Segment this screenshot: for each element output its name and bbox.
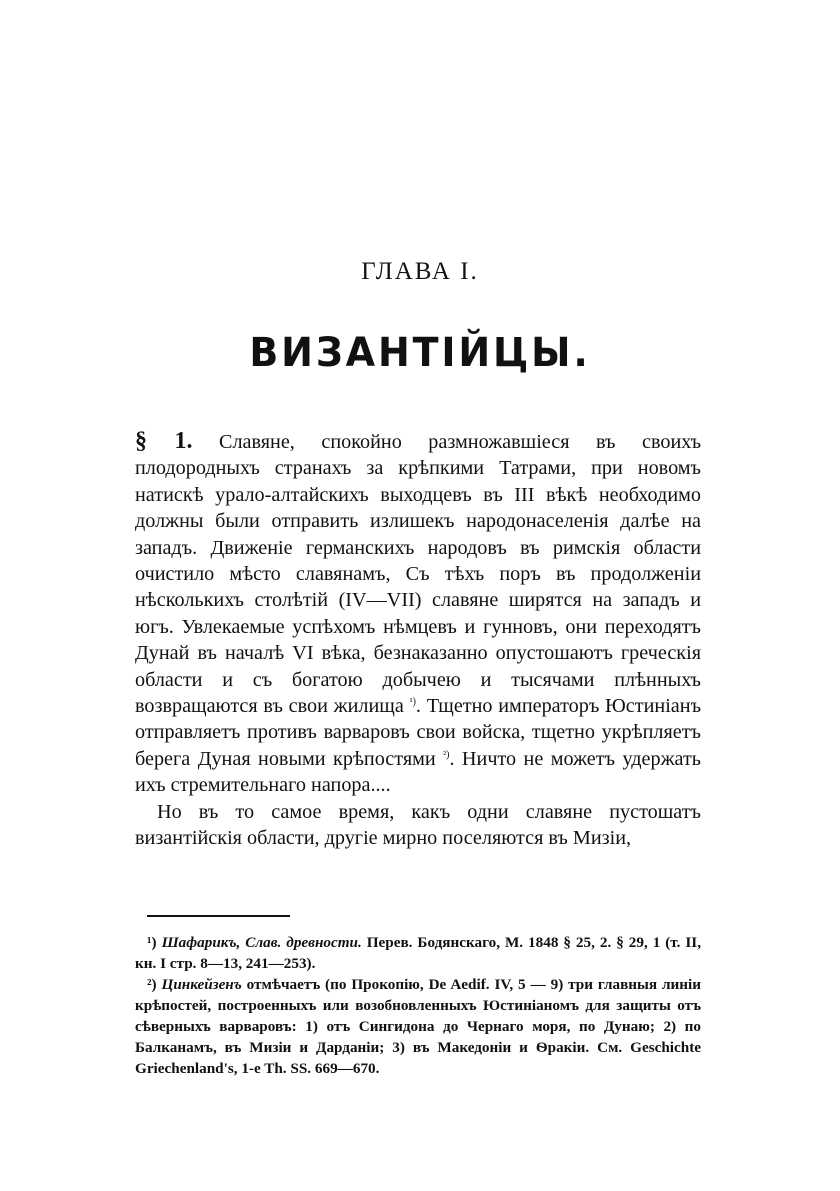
footnote-ref-2: ²) [443, 749, 450, 761]
footnote-1 [135, 932, 701, 974]
footnote-2 [135, 974, 701, 1079]
paragraph-1-text-c: . Ничто не можетъ удержать ихъ стремительнаго напора.... [135, 747, 702, 797]
footnote-1-work: Слав. древности. [245, 934, 362, 951]
footnote-1-text: Перев. Бодянскаго, М. 1848 § 25, 2. § 29, 1 (т. II, кн. I стр. 8—13, 241—253). [135, 934, 701, 972]
paragraph-1 [135, 428, 701, 799]
paragraph-2: Но въ то самое время, какъ одни славяне пустошатъ византійскія области, другіе мирно поселяются въ Мизіи, [135, 800, 701, 850]
footnote-1-author: Шафарикъ, [161, 934, 241, 951]
footnote-ref-1: ¹) [409, 696, 416, 708]
footnote-2-text: отмѣчаетъ (по Прокопію, De Aedif. IV, 5 — 9) три главныя линіи крѣпостей, построенныхъ или возобновленныхъ Юстиніаномъ для защиты отъ сѣверныхъ варваровъ: 1) отъ Сингидона до Чернаго моря, по Дунаю; 2) по Балканамъ, въ Мизіи и Дарданіи; 3) въ Македоніи и Ѳракіи. См. Geschichte Griechenland's, 1-e Th. SS. 669—670. [135, 976, 702, 1077]
footnote-2-mark: ²) [147, 976, 157, 993]
footnotes [135, 932, 701, 1079]
chapter-heading: ГЛАВА I. [361, 258, 479, 285]
chapter-title: ВИЗАНТІЙЦЫ. [249, 330, 591, 376]
section-sign: § 1. [135, 428, 193, 454]
paragraph-1-text-b: . Тщетно императоръ Юстиніанъ отправляетъ противъ варваровъ свои войска, тщетно укрѣпляетъ берега Дуная новыми крѣпостями [135, 695, 702, 770]
footnote-2-author: Цинкейзенъ [161, 976, 242, 993]
footnote-divider [147, 915, 290, 917]
footnote-1-mark: ¹) [147, 934, 157, 951]
main-text [135, 428, 701, 852]
paragraph-1-text-a: Славяне, спокойно размножавшіеся въ своихъ плодородныхъ странахъ за крѣпкими Татрами, при новомъ натискѣ урало-алтайскихъ выходцевъ въ III вѣкѣ необходимо должны были отправить излишекъ народонаселенія далѣе на западъ. Движеніе германскихъ народовъ въ римскія области очистило мѣсто славянамъ, Съ тѣхъ поръ въ продолженіи нѣсколькихъ столѣтій (IV—VII) славяне ширятся на западъ и югъ. Увлекаемые успѣхомъ нѣмцевъ и гунновъ, они переходятъ Дунай въ началѣ VI вѣка, безнаказанно опустошаютъ греческія области и съ богатою добычею и тысячами плѣнныхъ возвращаются въ свои жилища [135, 431, 702, 718]
